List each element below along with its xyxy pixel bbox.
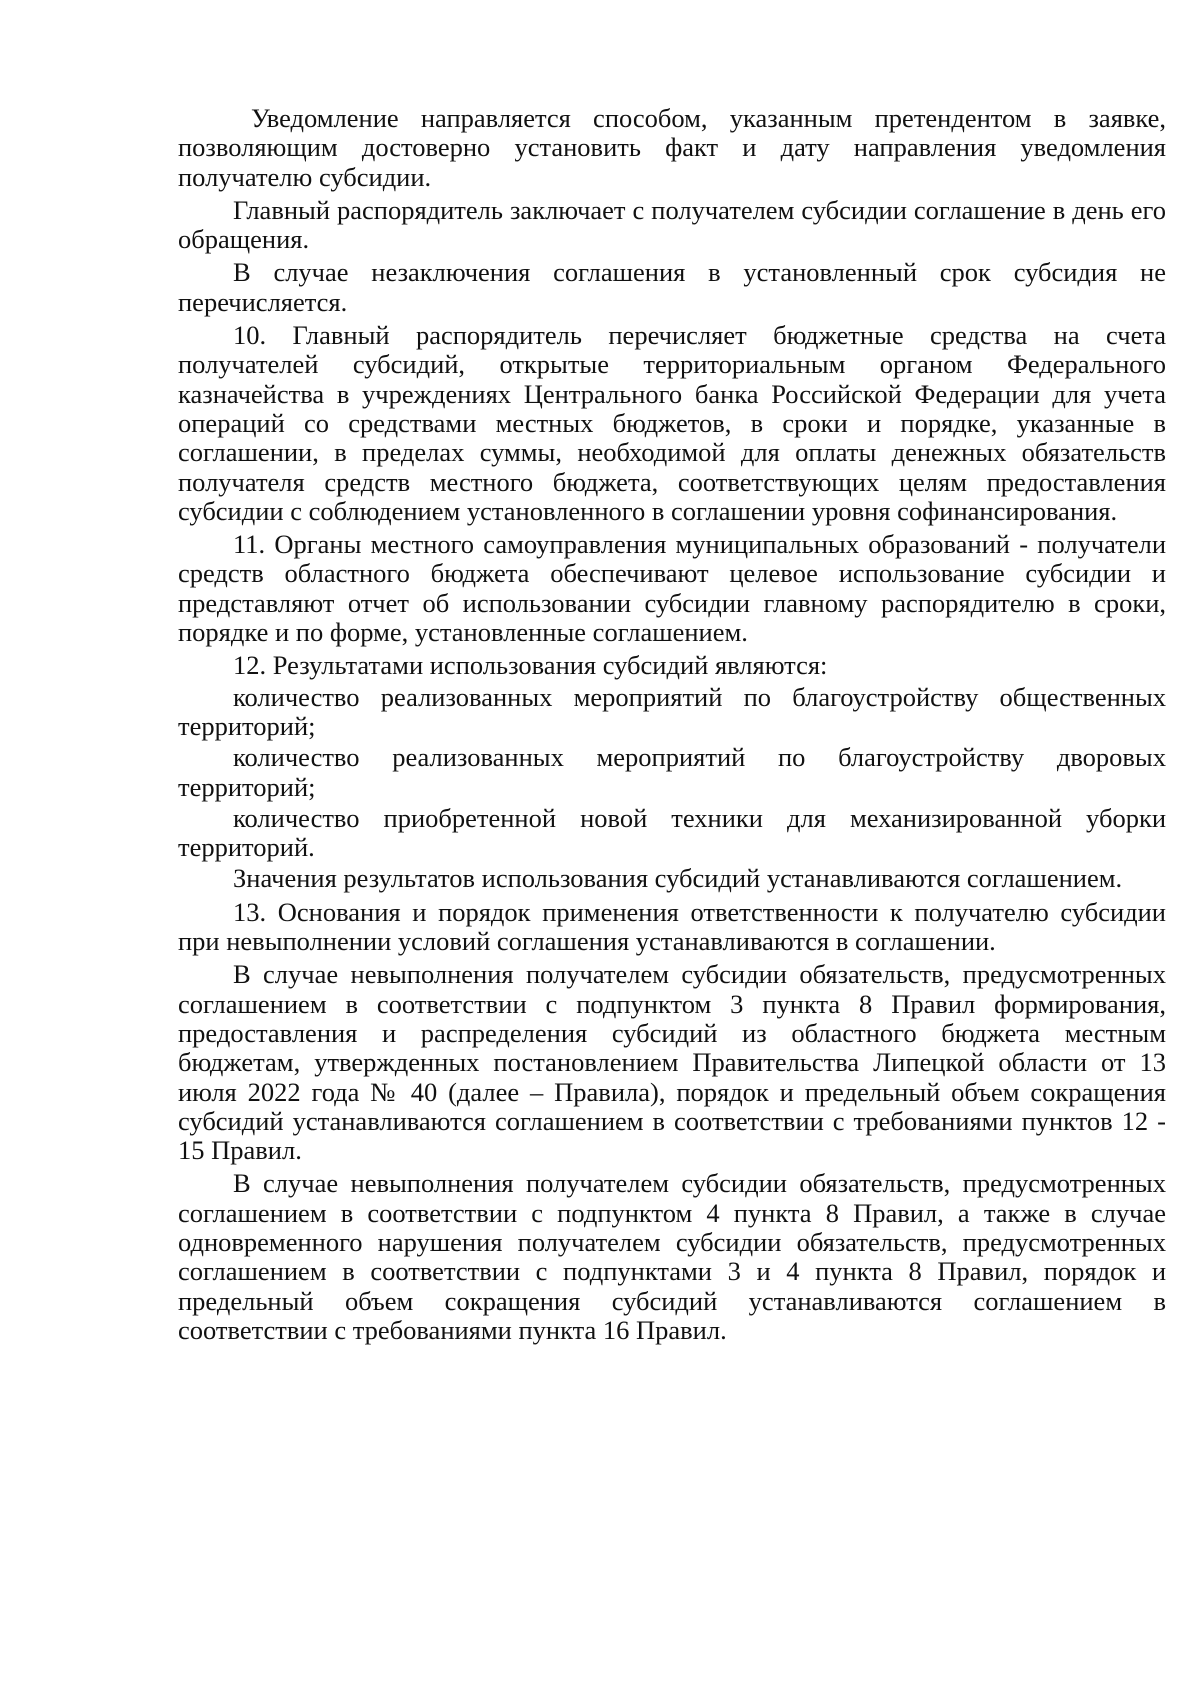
- paragraph-item-10: 10. Главный распорядитель перечисляет бюджетные средства на счета получателей субсидий, открытые территориальным органом Федерального казначейства в учреждениях Центрального банка Российской Федерации для учета операций со средствами местных бюджетов, в сроки и порядке, указанные в соглашении, в пределах суммы, необходимой для оплаты денежных обязательств получателя средств местного бюджета, соответствующих целям предоставления субсидии с соблюдением установленного в соглашении уровня софинансирования.: [178, 320, 1166, 526]
- paragraph-reduction-subitem-4: В случае невыполнения получателем субсидии обязательств, предусмотренных соглашением в соответствии с подпунктом 4 пункта 8 Правил, а также в случае одновременного нарушения получателем субсидии обязательств, предусмотренных соглашением в соответствии с подпунктами 3 и 4 пункта 8 Правил, порядок и предельный объем сокращения субсидий устанавливаются соглашением в соответствии с требованиями пункта 16 Правил.: [178, 1168, 1166, 1345]
- paragraph-agreement-conclusion: Главный распорядитель заключает с получателем субсидии соглашение в день его обращения.: [178, 194, 1166, 255]
- paragraph-item-12: 12. Результатами использования субсидий являются:: [233, 650, 828, 681]
- document-page: [178, 104, 1166, 1349]
- paragraph-notification-method: Уведомление направляется способом, указанным претендентом в заявке, позволяющим достоверно установить факт и дату направления уведомления получателю субсидии.: [178, 103, 1166, 192]
- paragraph-item-11: 11. Органы местного самоуправления муниципальных образований - получатели средств областного бюджета обеспечивают целевое использование субсидии и представляют отчет об использовании субсидии главному распорядителю в сроки, порядке и по форме, установленные соглашением.: [178, 529, 1166, 648]
- paragraph-reduction-subitem-3: В случае невыполнения получателем субсидии обязательств, предусмотренных соглашением в соответствии с подпунктом 3 пункта 8 Правил формирования, предоставления и распределения субсидий из областного бюджета местным бюджетам, утвержденных постановлением Правительства Липецкой области от 13 июля 2022 года № 40 (далее – Правила), порядок и предельный объем сокращения субсидий устанавливаются соглашением в соответствии с требованиями пунктов 12 - 15 Правил.: [178, 959, 1166, 1166]
- paragraph-result-yard-territories: количество реализованных мероприятий по благоустройству дворовых территорий;: [178, 742, 1166, 802]
- paragraph-result-public-territories: количество реализованных мероприятий по благоустройству общественных территорий;: [178, 681, 1166, 741]
- paragraph-non-conclusion: В случае незаключения соглашения в установленный срок субсидия не перечисляется.: [178, 257, 1166, 317]
- paragraph-result-equipment: количество приобретенной новой техники для механизированной уборки территорий.: [178, 802, 1166, 863]
- paragraph-item-13: 13. Основания и порядок применения ответственности к получателю субсидии при невыполнении условий соглашения устанавливаются в соглашении.: [178, 896, 1166, 957]
- paragraph-result-values: Значения результатов использования субсидий устанавливаются соглашением.: [233, 863, 1123, 894]
